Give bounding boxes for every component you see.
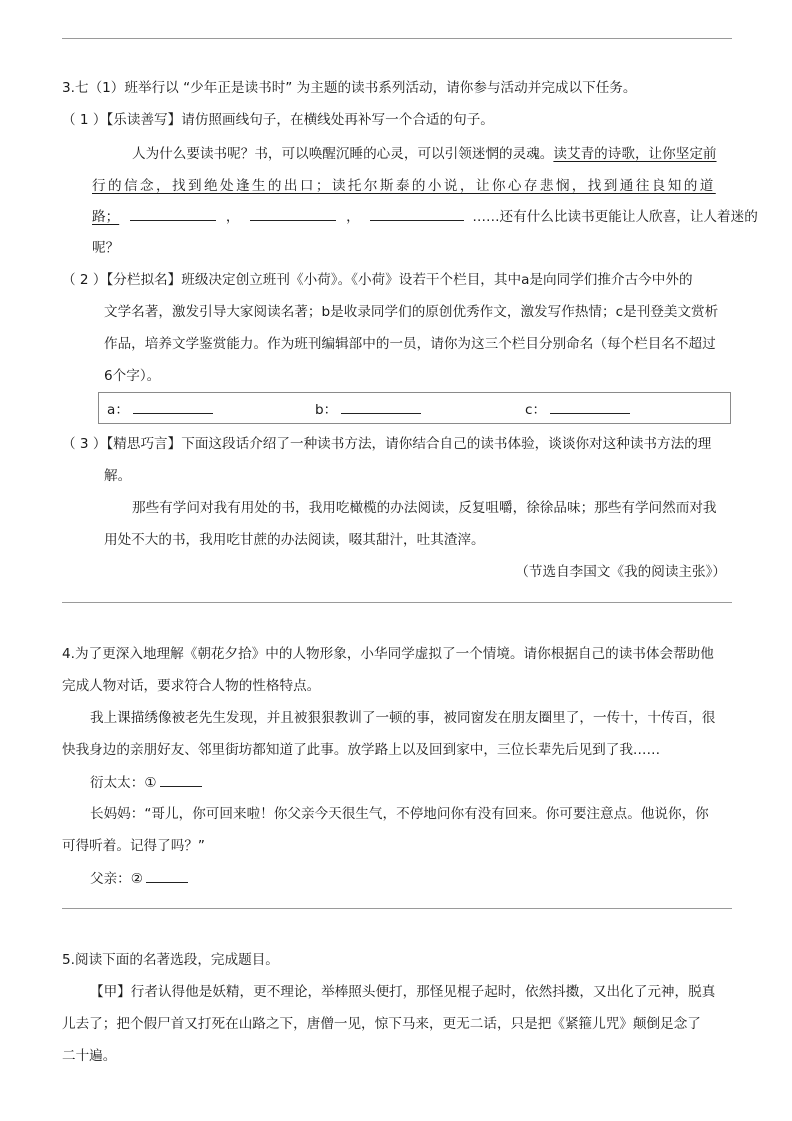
q3-part2-line3: 作品，培养文学鉴赏能力。作为班刊编辑部中的一员，请你为这三个栏目分别命名（每个栏目名不超过 — [104, 336, 716, 352]
q3-part1-body-c-end: ……还有什么比读书更能让人欣喜，让人着迷的 — [472, 209, 758, 225]
q3-part1-body-d: 呢？ — [92, 240, 120, 256]
q5-passage-line1: 【甲】行者认得他是妖精，更不理论，举棒照头便打，那怪见棍子起时，依然抖擞，又出化了元神，脱真 — [90, 984, 716, 1000]
q3-part3-text1: 【精思巧言】下面这段话介绍了一种读书方法，请你结合自己的读书体验，谈谈你对这种读书方法的理 — [106, 436, 712, 452]
divider-q4-q5 — [62, 908, 732, 909]
q5-stem: 5.阅读下面的名著选段，完成题目。 — [62, 952, 279, 968]
q5-passage-line3: 二十遍。 — [62, 1048, 117, 1064]
q3-part2-num: （ 2 ） — [62, 272, 107, 288]
q3-stem: 3.七（1）班举行以 “少年正是读书时” 为主题的读书系列活动，请你参与活动并完成以下任务。 — [62, 80, 637, 96]
q3-part3-line1 — [62, 434, 711, 454]
q4-father-label: 父亲：② — [90, 871, 143, 887]
q3-quote-source: （节选自李国文《我的阅读主张》） — [515, 564, 726, 580]
q5-passage-line2: 儿去了；把个假尸首又打死在山路之下，唐僧一见，惊下马来，更无二话，只是把《紧箍儿咒》颠倒足念了 — [62, 1016, 701, 1032]
answer-blank-father[interactable] — [146, 868, 188, 883]
q4-chang-line1: 长妈妈：“哥儿，你可回来啦！你父亲今天很生气，不停地问你有没有回来。你可要注意点。他说你，你 — [90, 806, 709, 822]
divider-q3-q4 — [62, 602, 732, 603]
q3-part1-body-line1 — [132, 144, 717, 164]
q4-context-line1: 我上课描绣像被老先生发现，并且被狠狠教训了一顿的事，被同窗发在朋友圈里了，一传十，十传百，很 — [90, 710, 716, 726]
q3-part1-sep2: ， — [346, 209, 360, 225]
column-name-answer-box — [98, 392, 731, 424]
q3-part1-body-a: 人为什么要读书呢？书，可以唤醒沉睡的心灵，可以引领迷惘的灵魂。 — [132, 146, 554, 162]
answer-blank-2[interactable] — [250, 206, 336, 221]
q4-yan-line — [90, 772, 202, 793]
answer-a-blank[interactable] — [133, 399, 213, 414]
q3-part1-body-line3 — [92, 206, 758, 227]
q3-part1-underline-a: 读艾青的诗歌，让你坚定前 — [553, 146, 717, 162]
q4-father-line — [90, 868, 188, 889]
q3-quote-line1: 那些有学问对我有用处的书，我用吃橄榄的办法阅读，反复咀嚼，徐徐品味；那些有学问然而对我 — [132, 500, 717, 516]
q3-part3-line2: 解。 — [104, 468, 132, 484]
q3-part1-sep1: ， — [225, 209, 240, 225]
q4-yan-label: 衍太太：① — [90, 775, 157, 791]
answer-c-blank[interactable] — [550, 399, 630, 414]
answer-b-label: b： — [315, 402, 338, 418]
answer-b-blank[interactable] — [341, 399, 421, 414]
q4-stem-line1: 4.为了更深入地理解《朝花夕拾》中的人物形象，小华同学虚拟了一个情境。请你根据自己的读书体会帮助他 — [62, 646, 714, 662]
q3-part1-heading — [62, 110, 494, 130]
answer-blank-1[interactable] — [130, 206, 216, 221]
q4-context-line2: 快我身边的亲朋好友、邻里街坊都知道了此事。放学路上以及回到家中，三位长辈先后见到了我…… — [62, 742, 661, 758]
q4-stem-line2: 完成人物对话，要求符合人物的性格特点。 — [62, 678, 321, 694]
q3-part1-underline-c: 路； — [92, 209, 120, 225]
q3-part2-text1: 【分栏拟名】班级决定创立班刊《小荷》。《小荷》设若干个栏目，其中a是向同学们推介古今中外的 — [106, 272, 693, 288]
q3-part1-underline-b: 行的信念，找到绝处逢生的出口；读托尔斯泰的小说，让你心存悲悯，找到通往良知的道 — [92, 178, 716, 194]
q3-part2-line4: 6个字）。 — [104, 368, 161, 384]
q3-part2-line2: 文学名著，激发引导大家阅读名著；b是收录同学们的原创优秀作文，激发写作热情；c是刊登美文赏析 — [104, 304, 719, 320]
answer-a-label: a： — [107, 402, 129, 418]
answer-b — [315, 399, 421, 420]
answer-blank-yan[interactable] — [160, 772, 202, 787]
q3-part2-line1 — [62, 270, 693, 290]
q3-quote-line2: 用处不大的书，我用吃甘蔗的办法阅读，啜其甜汁，吐其渣滓。 — [104, 532, 485, 548]
answer-c-label: c： — [525, 402, 547, 418]
q3-part1-num: （ 1 ） — [62, 112, 107, 128]
q3-part1-head: 【乐读善写】请仿照画线句子，在横线处再补写一个合适的句子。 — [106, 112, 494, 128]
answer-a — [107, 399, 213, 420]
answer-c — [525, 399, 630, 420]
divider-top — [62, 38, 732, 39]
answer-blank-3[interactable] — [370, 206, 464, 221]
q3-part3-num: （ 3 ） — [62, 436, 107, 452]
q4-chang-line2: 可得听着。记得了吗？” — [62, 838, 205, 854]
